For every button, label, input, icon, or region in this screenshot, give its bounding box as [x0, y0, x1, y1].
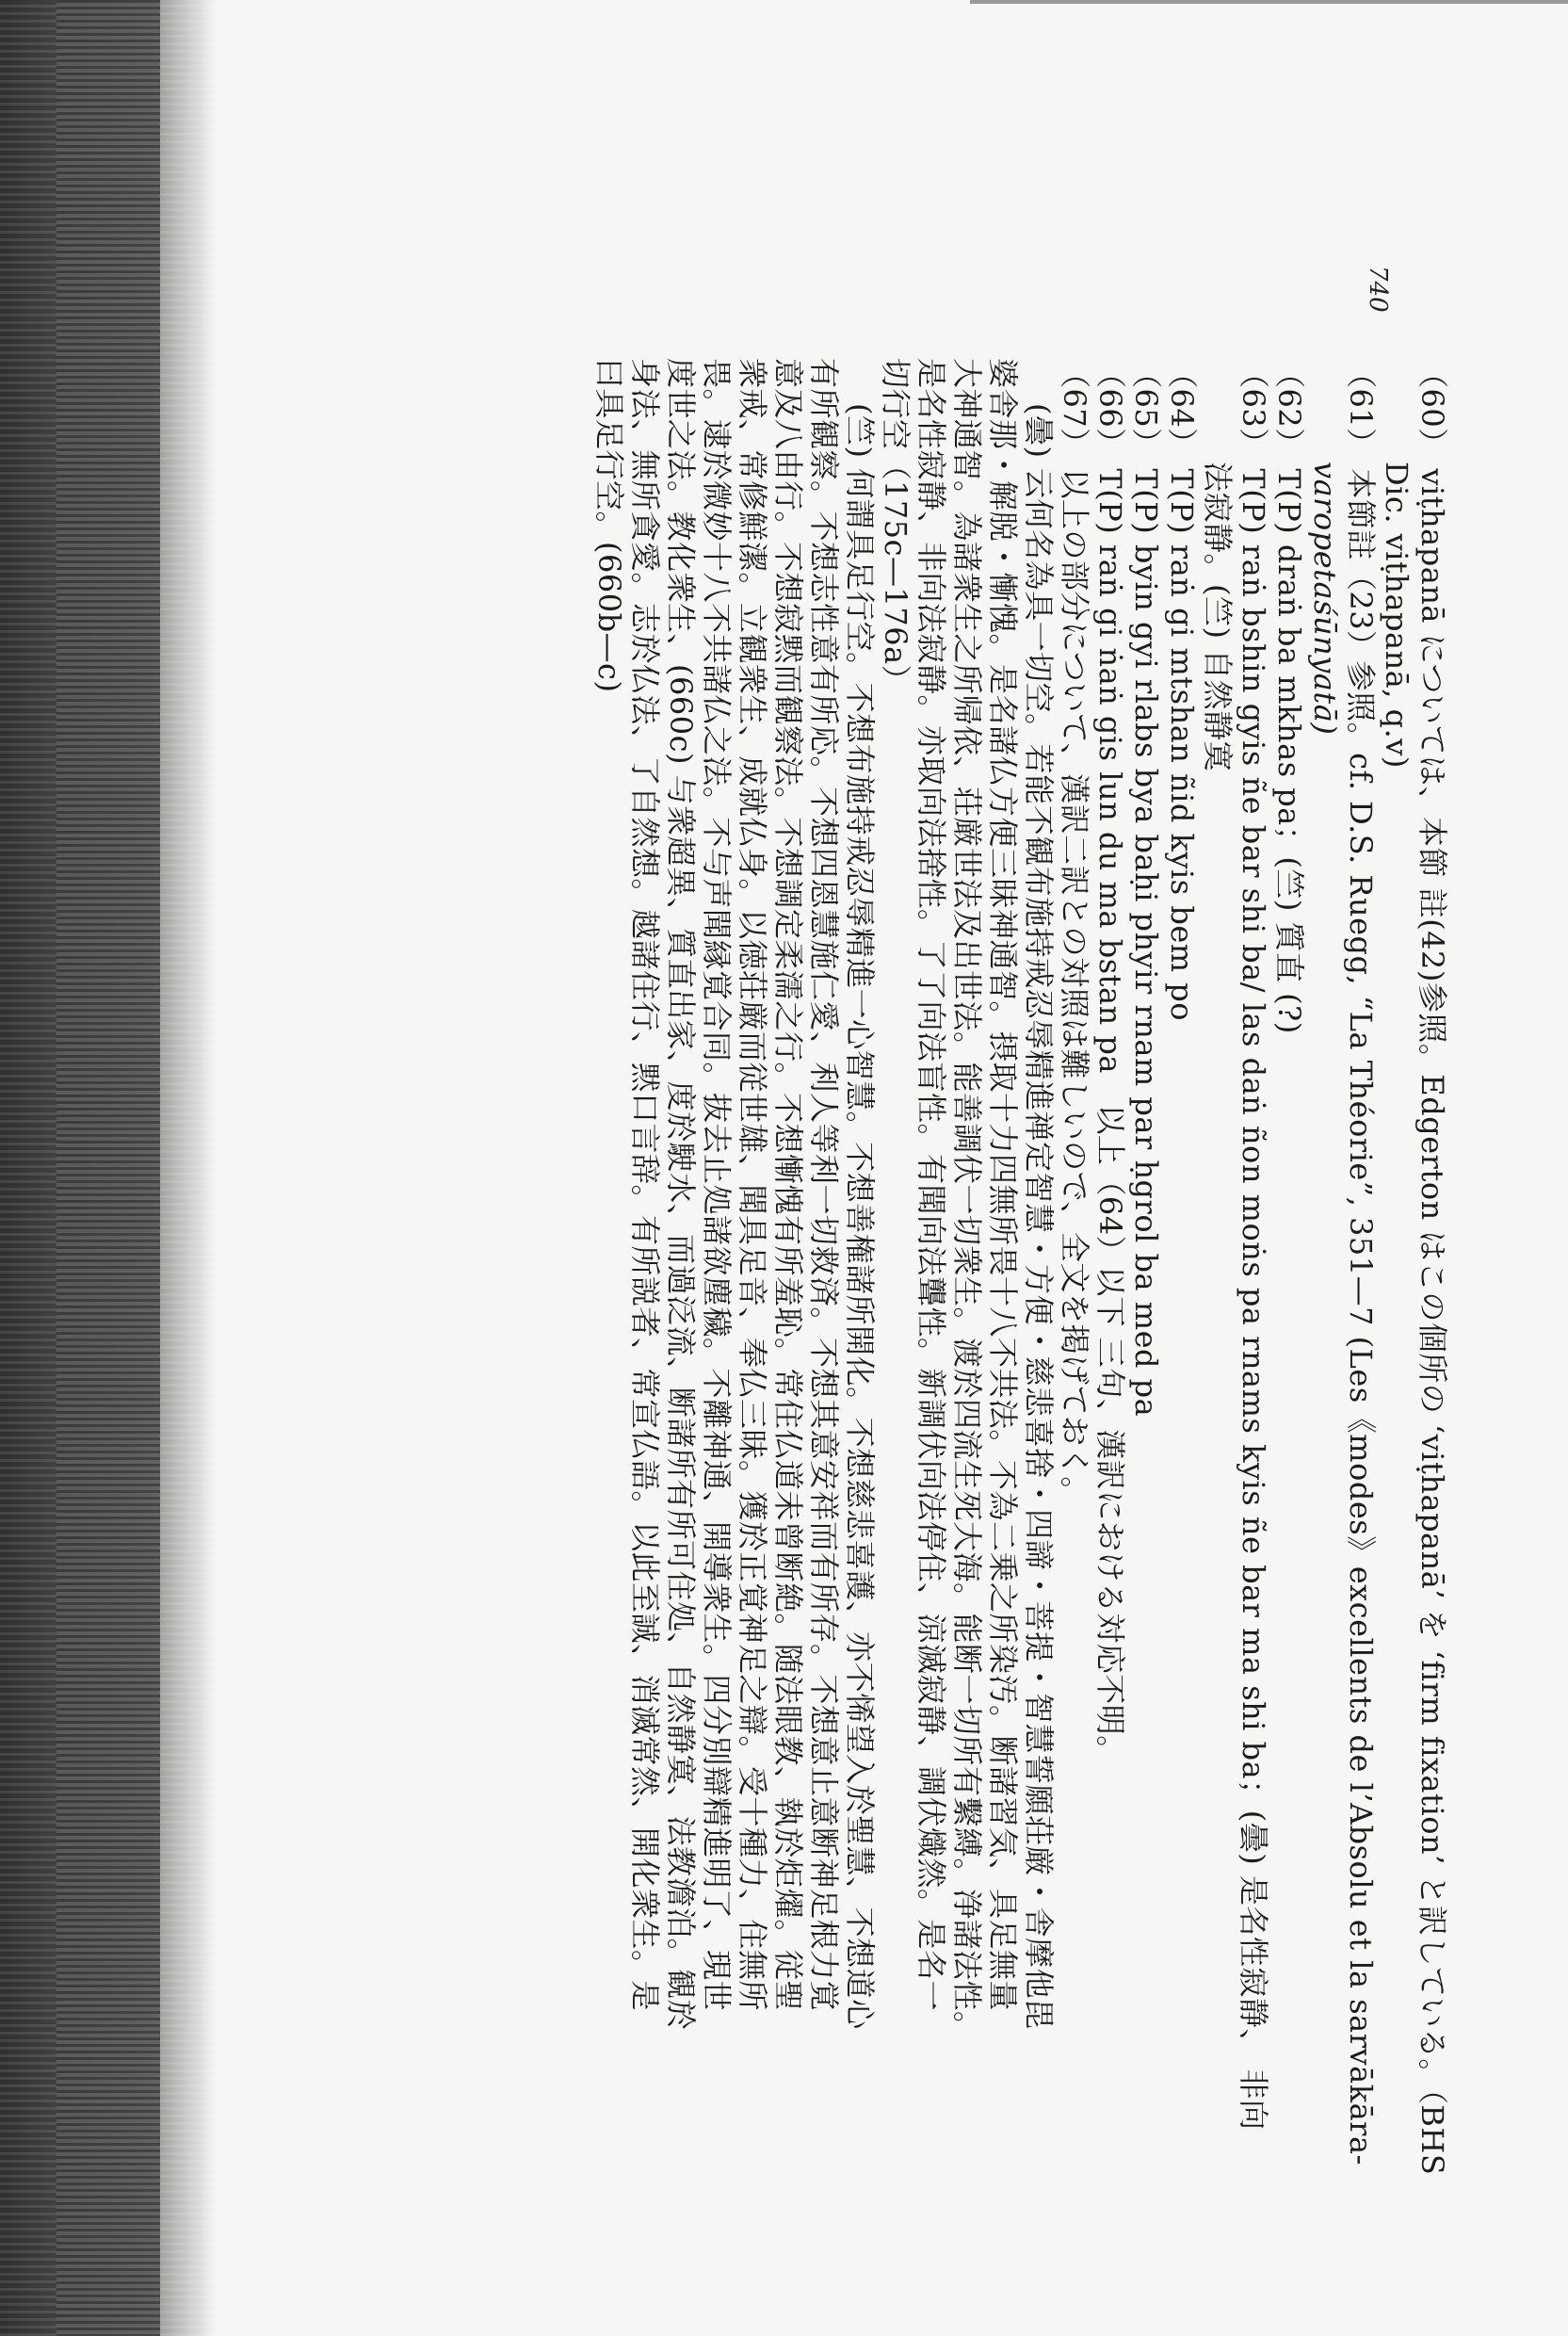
- note-61-line-1: （61） 本節註（23）参照。cf. D.S. Ruegg, “La Théorie”, 351—7 (Les《modes》excellents de l’Absolu et la sarvākāra-: [1343, 358, 1379, 2166]
- note-62: （62） T(P) draṅ ba mkhas pa；(竺) 質直 (?): [1271, 358, 1307, 1034]
- quote-zhu-line-2: 有所観察。不想志性意有所応。不想四恩慧施仁愛、利人等利一切救済。不想其意安祥而有所存。不想意止意断神足根力覚: [806, 358, 842, 2012]
- quote-tan-line-4: 是名性寂静、非向法寂静。亦取向法捨性。了了向法盲性。有聞向法聾性。新調伏向法停住、涼滅寂静、調伏熾然。是名一: [913, 358, 949, 2012]
- note-65: （65） T(P) byin gyi rlabs bya baḥi phyir rnam par ḥgrol ba med pa: [1128, 358, 1164, 1418]
- quote-zhu-line-8: 曰具足行空。(660b—c): [591, 358, 627, 693]
- note-60-line-2: Dic. viṭhapanā, q.v): [1379, 462, 1414, 769]
- note-61-line-2: varopetaśūnyatā): [1307, 462, 1343, 736]
- quote-tan-line-2: 婆舎那・解脱・慚愧。是名諸仏方便三昧神通智。摂取十力四無所畏十八不共法。不為二乗之所染汚。断諸習気、具足無量: [985, 358, 1021, 2012]
- quote-tan-line-3: 大神通智。為諸衆生之所帰依、荘厳世法及出世法。能善調伏一切衆生。渡於四流生死大海。能断一切所有繫縛。浄諸法性。: [949, 358, 985, 2042]
- quote-zhu-line-7: 身法、無所貪愛。志於仏法、了自然想。越諸住行、黙口言辞。有所説者、常宣仏語。以此至誠、消滅常然、開化衆生。是: [627, 358, 663, 2012]
- note-64: （64） T(P) raṅ gi mtshan ñid kyis bem po: [1164, 358, 1200, 1022]
- rotated-page-text: [235, 358, 1450, 2232]
- quote-zhu-line-5: 畏。逮於微妙十八不共諸仏之法。不与声聞縁覚合同。抜去止処諸欲塵穢。不離神通、開導衆生。四分別辯精進明了、現世: [699, 358, 735, 2012]
- scan-top-edge: [970, 0, 1568, 4]
- note-67: （67） 以上の部分について、漢訳二訳との対照は難しいので、全文を掲げておく。: [1057, 358, 1092, 1507]
- quote-zhu-line-6: 度世之法。教化衆生、(660c) 与衆超異、質直出家、度於駛水、而過泛流、断諸所有所可住処、自然静寞、法教澹泊。観於: [663, 358, 699, 2031]
- page-number: 740: [1364, 266, 1392, 313]
- quote-tan-line-5: 切行空（175c—176a）: [878, 358, 913, 696]
- note-66: （66） T(P) raṅ gi ṅaṅ gis lun du ma bstan pa 以上（64）以下 三句、漢訳における対応不明。: [1092, 358, 1128, 1766]
- note-63-line-2: 法寂静。(竺) 自然静寞: [1200, 462, 1236, 772]
- scan-binding-shadow: [57, 0, 160, 2336]
- quote-zhu-line-1: (竺) 何謂具足行空。不想布施持戒忍辱精進一心智慧。不想善権諸所開化。不想慈悲喜護、亦不悕望入於聖慧、不想道心: [842, 403, 878, 2030]
- quote-tan-line-1: (曇) 云何名為具一切空。若能不観布施持戒忍辱精進禅定智慧・方便・慈悲喜捨・四諦・菩提・智慧誓願荘厳・舎摩他毘: [1021, 403, 1057, 2030]
- note-63-line-1: （63） T(P) raṅ bshin gyis ñe bar shi ba/ las daṅ ñon moṅs pa rnams kyis ñe bar ma shi ba；(曇) 是名性寂静、 非向: [1236, 358, 1271, 2131]
- quote-zhu-line-4: 衆戒、常修鮮潔。立観衆生、成就仏身。以徳荘厳而従世雄、聞具足音、奉仏三昧。獲於正覚神足之辯。受十種力、住無所: [735, 358, 770, 2012]
- quote-zhu-line-3: 意及八由行。不想寂黙而観察法。不想調定柔濡之行。不想慚愧有所羞恥。常住仏道未曾断絶。随法眼教、執於炬燿。従聖: [770, 358, 806, 2012]
- note-60-line-1: （60） viṭhapanā については、本節 註(42)参照。Edgerton はこの個所の ‘viṭhapanā’ を ‘firm fixation’ と訳している。（BHS: [1414, 358, 1450, 2176]
